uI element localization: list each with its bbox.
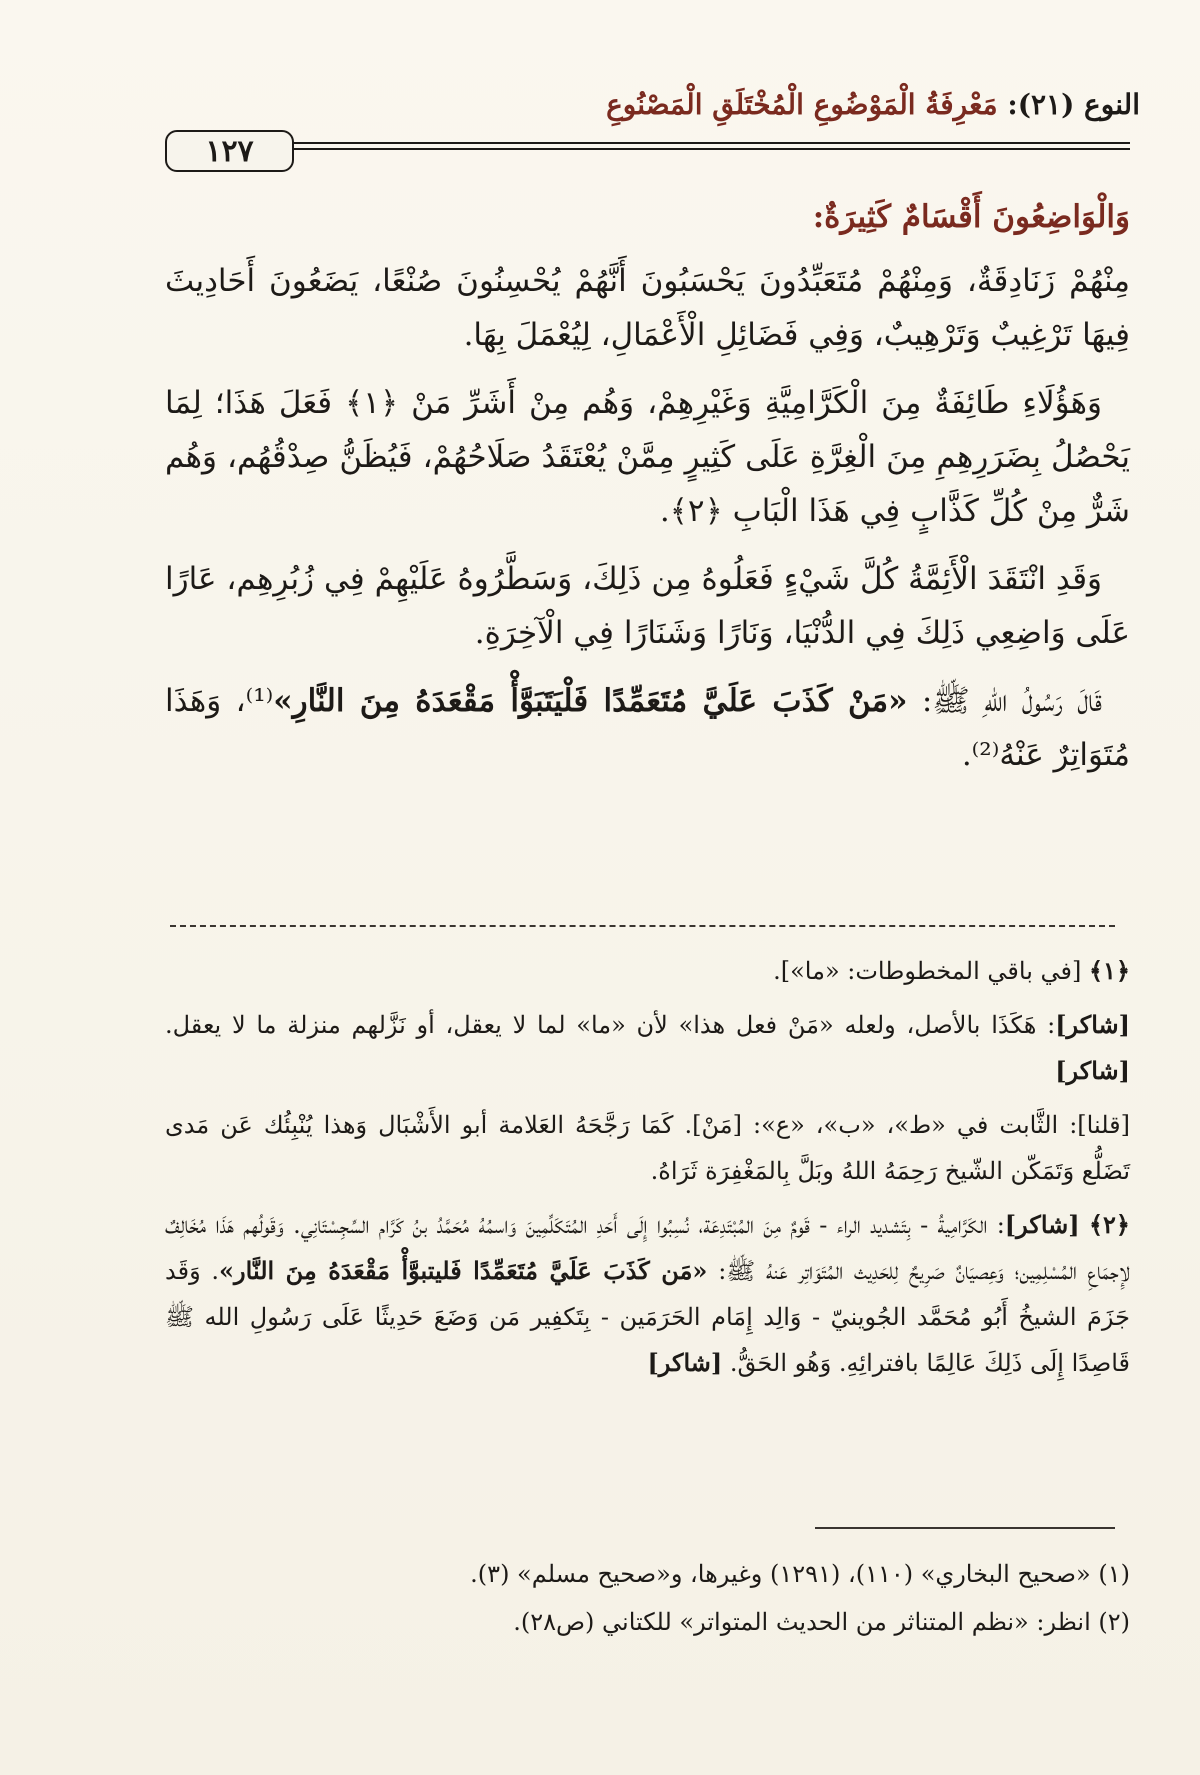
footnote-2: (٢) انظر: «نظم المتناثر من الحديث المتواتر» للكتاني (ص٢٨). xyxy=(513,1608,1130,1636)
page-number: ١٢٧ xyxy=(165,130,294,172)
note-2-tag: [شاكر] xyxy=(1004,1210,1080,1239)
header-prefix: النوع (٢١): xyxy=(1007,88,1140,121)
paragraph-3: وَقَدِ انْتَقَدَ الْأَئِمَّةُ كُلَّ شَيْءٍ فَعَلُوهُ مِن ذَلِكَ، وَسَطَّرُوهُ عَلَيْهِمْ فِي زُبُرِهِم، عَارًا عَلَى وَاضِعِي ذَلِكَ فِي الدُّنْيَا، وَنَارًا وَشَنَارًا فِي الْآخِرَةِ. xyxy=(165,561,1130,651)
note-1-marker: ﴿١﴾ xyxy=(1088,956,1130,985)
main-text xyxy=(165,190,1130,796)
note-2-hadith: «مَن كَذَبَ عَلَيَّ مُتَعَمِّدًا فَليتبوَّأْ مَقْعَدَهُ مِنَ النَّار» xyxy=(219,1256,708,1285)
editor-notes xyxy=(165,948,1130,1394)
hadith-text: «مَنْ كَذَبَ عَلَيَّ مُتَعَمِّدًا فَلْيَتَبَوَّأْ مَقْعَدَهُ مِنَ النَّارِ» xyxy=(273,683,908,719)
header-rule xyxy=(165,130,1130,170)
footnote-1: (١) «صحيح البخاري» (١١٠)، (١٢٩١) وغيرها، و«صحيح مسلم» (٣). xyxy=(470,1560,1130,1588)
dashed-divider xyxy=(170,925,1115,927)
note-1-shakir xyxy=(165,1002,1130,1094)
note-1-qulna: [قلنا]: الثَّابت في «ط»، «ب»، «ع»: [مَنْ]. كَمَا رَجَّحَهُ العَلامة أبو الأَشْبَال وَهذا يُنْبِئُك عَن مَدى تَضَلُّع وَتَمَكّن الشّيخ رَحِمَهُ اللهُ وبَلَّ بِالمَغْفِرَة ثَرَاهُ. xyxy=(165,1111,1131,1185)
note-1-text: [في باقي المخطوطات: «ما»]. xyxy=(773,957,1082,985)
paragraph-1: مِنْهُمْ زَنَادِقَةٌ، وَمِنْهُمْ مُتَعَبِّدُونَ يَحْسَبُونَ أَنَّهُمْ يُحْسِنُونَ صُنْعًا، يَضَعُونَ أَحَادِيثَ فِيهَا تَرْغِيبٌ وَتَرْهِيبٌ، وَفِي فَضَائِلِ الْأَعْمَالِ، لِيُعْمَلَ بِهَا. xyxy=(165,263,1130,353)
shakir-tag-end: [شاكر] xyxy=(1055,1056,1130,1085)
hadith-end: ⁽¹⁾، وَهَذَا مُتَوَاتِرٌ عَنْهُ⁽²⁾. xyxy=(165,683,1130,773)
note-2-marker: ﴿٢﴾ xyxy=(1088,1210,1130,1239)
note-2-text: : الكَرَّامِيةُ - بِتَشديد الراء - قَومٌ مِنَ المُبْتَدِعَة، نُسِبُوا إِلَى أَحَدِ المُتَكَلِّمِينَ وَاسمُهُ مُحَمَّدُ بنُ كَرَّام السِّجِسْتَانِي. وَقَولُهم هَذَا مُخَالِفٌ لإِجمَاعِ المُسْلِمِين؛ وَعِصيَانٌ صَرِيحٌ لِلحَدِيث المُتَوَاتِر عَنهُ ﷺ: xyxy=(165,1211,1131,1285)
note-2-tag-end: [شاكر] xyxy=(647,1348,723,1377)
running-header xyxy=(165,88,1140,121)
hadith-intro: قَالَ رَسُولُ اللهِ ﷺ: xyxy=(907,683,1102,719)
note-2 xyxy=(165,1202,1130,1386)
paragraph-4 xyxy=(165,674,1130,782)
note-2-rest: . وَقَد جَزَمَ الشيخُ أَبُو مُحَمَّد الجُوينيّ - وَالِد إِمَام الحَرَمَين - بِتَكفِير مَن وَضَعَ حَدِيثًا عَلَى رَسُولِ الله ﷺ قَاصِدًا إِلَى ذَلِكَ عَالِمًا بافترائِهِ. وَهُو الحَقُّ. xyxy=(165,1257,1130,1377)
section-heading: وَالْوَاضِعُونَ أَقْسَامٌ كَثِيرَةٌ: xyxy=(812,199,1130,235)
note-1-line xyxy=(165,948,1130,994)
shakir-tag: [شاكر] xyxy=(1055,1010,1130,1039)
paragraph-2: وَهَؤُلَاءِ طَائِفَةٌ مِنَ الْكَرَّامِيَّةِ وَغَيْرِهِمْ، وَهُم مِنْ أَشَرِّ مَنْ ﴿١﴾ فَعَلَ هَذَا؛ لِمَا يَحْصُلُ بِضَرَرِهِمِ مِنَ الْغِرَّةِ عَلَى كَثِيرٍ مِمَّنْ يُعْتَقَدُ صَلَاحُهُمْ، فَيُظَنُّ صِدْقُهُم، وَهُم شَرٌّ مِنْ كُلِّ كَذَّابٍ فِي هَذَا الْبَابِ ﴿٢﴾. xyxy=(165,385,1130,529)
note-1-shakir-text: : هَكَذَا بالأصل، ولعله «مَنْ فعل هذا» لأن «ما» لما لا يعقل، أو نَزَّلهم منزلة ما لا يعقل. xyxy=(165,1011,1056,1039)
footnote-divider xyxy=(815,1527,1115,1529)
double-rule xyxy=(280,142,1130,156)
footnotes xyxy=(165,1550,1130,1646)
header-title: مَعْرِفَةُ الْمَوْضُوعِ الْمُخْتَلَقِ الْمَصْنُوعِ xyxy=(606,88,998,121)
